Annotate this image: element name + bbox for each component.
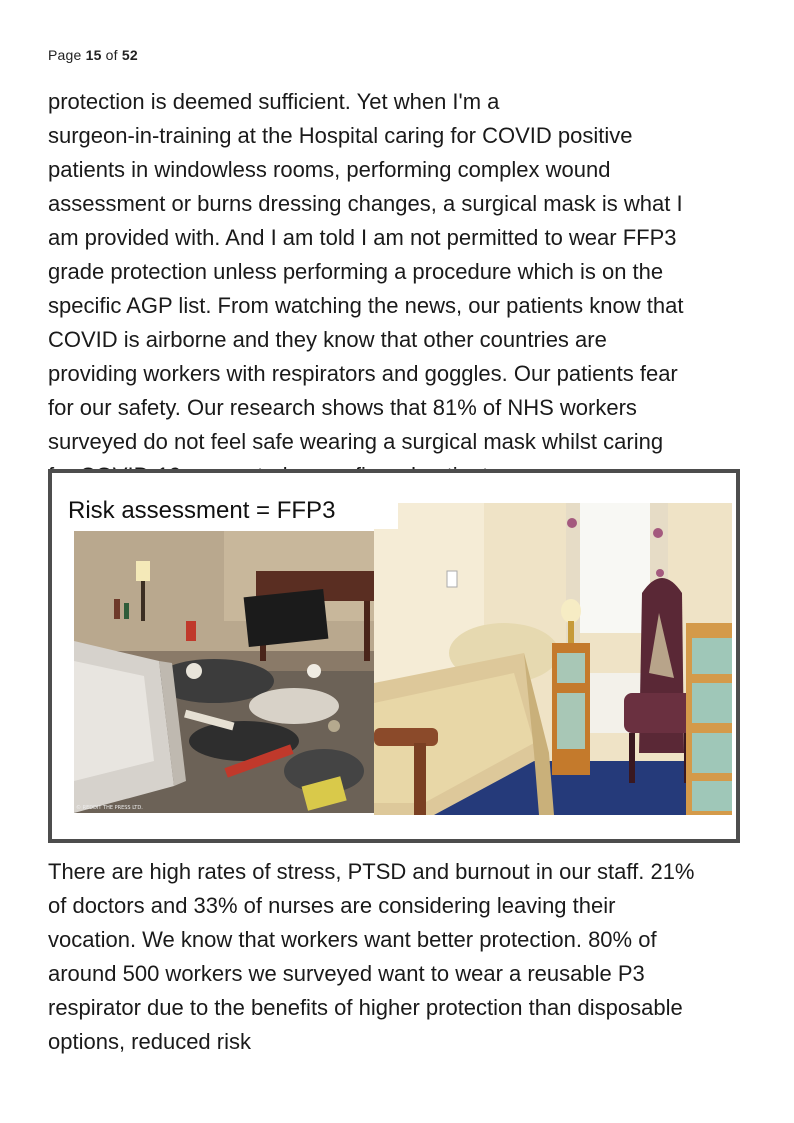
text-line: COVID is airborne and they know that other countries are [48, 327, 607, 352]
text-line: specific AGP list. From watching the news, our patients know that [48, 293, 684, 318]
page-current: 15 [85, 47, 102, 63]
page-number [48, 47, 138, 63]
risk-assessment-figure [48, 469, 740, 843]
page-total: 52 [121, 47, 138, 63]
text-line: options, reduced risk [48, 1029, 251, 1054]
text-line: for our safety. Our research shows that 81% of NHS workers [48, 395, 637, 420]
body-paragraph-1 [48, 85, 758, 469]
text-line: vocation. We know that workers want better protection. 80% of [48, 927, 657, 952]
figure-label: Risk assessment = FFP3 [66, 495, 398, 529]
photo-credit: © REDDIT THE PRESS LTD. [76, 805, 143, 811]
text-line: grade protection unless performing a procedure which is on the [48, 259, 664, 284]
text-line: of doctors and 33% of nurses are considering leaving their [48, 893, 616, 918]
cluttered-room-photo [74, 531, 374, 813]
text-line: protection is deemed sufficient. Yet when I'm a [48, 89, 500, 114]
page-of: of [105, 47, 118, 63]
text-line: assessment or burns dressing changes, a surgical mask is what I [48, 191, 683, 216]
text-line: patients in windowless rooms, performing complex wound [48, 157, 611, 182]
text-line: am provided with. And I am told I am not permitted to wear FFP3 [48, 225, 677, 250]
body-paragraph-2 [48, 855, 758, 1059]
text-line: around 500 workers we surveyed want to wear a reusable P3 [48, 961, 645, 986]
clean-room-photo [374, 503, 732, 815]
text-line: There are high rates of stress, PTSD and burnout in our staff. 21% [48, 859, 695, 884]
page-prefix: Page [48, 47, 82, 63]
text-line: providing workers with respirators and goggles. Our patients fear [48, 361, 678, 386]
text-line: surveyed do not feel safe wearing a surgical mask whilst caring [48, 429, 664, 454]
text-line: respirator due to the benefits of higher protection than disposable [48, 995, 683, 1020]
text-line: surgeon-in-training at the Hospital caring for COVID positive [48, 123, 633, 148]
